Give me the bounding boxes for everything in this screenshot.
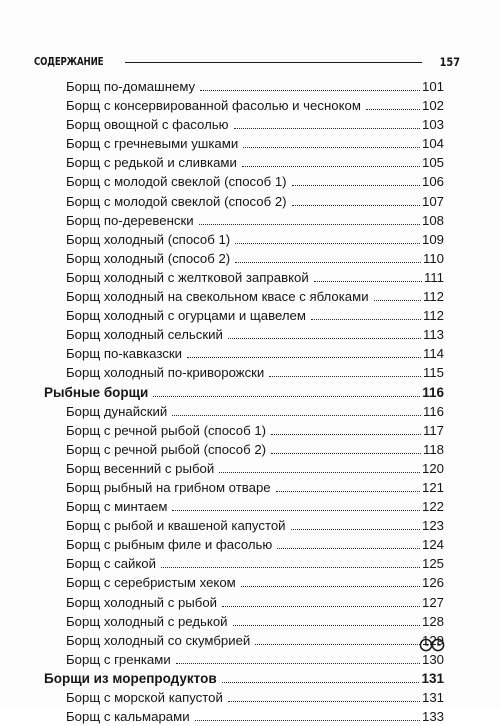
toc-entry-title: Борщи из морепродуктов [44,670,217,686]
toc-dot-leader [172,415,421,416]
toc-dot-leader [195,720,420,721]
toc-dot-leader [228,338,421,339]
toc-dot-leader [271,434,421,435]
header-page-number: 157 [439,55,460,69]
toc-entry-title: Борщ дунайский [66,403,168,419]
toc-entry-page: 130 [421,651,444,667]
toc-entry-title: Борщ с кальмарами [66,709,190,725]
toc-dot-leader [219,472,420,473]
toc-entry [44,478,444,497]
toc-entry-title: Борщ холодный со скумбрией [66,632,251,648]
toc-entry-title: Борщ холодный с огурцами и щавелем [66,308,306,324]
toc-entry-page: 110 [422,250,444,266]
toc-dot-leader [200,90,420,91]
toc-entry-page: 126 [421,575,444,591]
toc-entry-title: Борщ с гречневыми ушками [66,136,239,152]
toc-dot-leader [366,109,420,110]
toc-entry-title: Борщ с молодой свеклой (способ 2) [66,193,287,209]
toc-entry [44,192,444,211]
toc-dot-leader [153,396,420,397]
double-circle-clock-icon [419,637,445,653]
toc-entry-title: Борщ по-кавказски [66,346,182,362]
toc-entry-page: 101 [421,79,444,94]
toc-entry-title: Борщ с серебристым хеком [66,575,236,591]
toc-dot-leader [176,663,420,664]
toc-entry-title: Борщ с консервированной фасолью и чесноком [66,98,361,114]
toc-entry-title: Борщ с рыбным филе и фасолью [66,537,273,553]
toc-entry [44,535,444,554]
toc-entry [44,650,444,669]
toc-entry-page: 106 [421,174,444,190]
toc-entry-page: 108 [421,212,444,228]
toc-entry-title: Борщ холодный на свекольном квасе с яблоками [66,289,369,305]
toc-dot-leader [222,682,420,683]
table-of-contents [44,77,444,726]
toc-entry-title: Борщ холодный с желтковой заправкой [66,269,309,285]
toc-entry-title: Борщ с гренками [66,651,171,667]
toc-entry-page: 123 [421,518,444,534]
toc-entry [44,230,444,249]
toc-entry-title: Борщ рыбный на грибном отваре [66,479,271,495]
toc-dot-leader [199,224,420,225]
toc-dot-leader [292,205,420,206]
toc-entry [44,77,444,96]
toc-entry-page: 104 [421,136,444,152]
toc-entry-page: 121 [421,479,444,495]
toc-entry-title: Борщ по-деревенски [66,212,194,228]
toc-entry-page: 131 [421,690,444,705]
toc-entry [44,153,444,172]
toc-entry [44,344,444,363]
toc-entry-page: 105 [421,155,444,171]
toc-section-entry [44,383,444,402]
toc-entry [44,96,444,115]
running-header [34,54,460,70]
toc-entry [44,688,444,707]
toc-entry-title: Борщ с редькой и сливками [66,155,237,171]
toc-entry-title: Борщ с молодой свеклой (способ 1) [66,174,287,190]
toc-entry-title: Борщ с рыбой и квашеной капустой [66,518,286,534]
toc-entry-page: 103 [421,117,444,133]
toc-dot-leader [172,510,420,511]
header-rule [125,62,422,63]
toc-entry-title: Борщ весенний с рыбой [66,460,215,476]
toc-entry-title: Борщ холодный (способ 1) [66,231,231,247]
toc-entry-page: 125 [421,556,444,572]
toc-dot-leader [222,606,420,607]
toc-entry [44,593,444,612]
toc-entry-page: 112 [422,289,444,305]
toc-entry-page: 113 [422,327,444,343]
toc-entry-page: 133 [421,709,444,725]
toc-entry [44,402,444,421]
toc-dot-leader [234,128,420,129]
toc-entry-page: 107 [421,193,444,209]
toc-dot-leader [255,644,420,645]
toc-entry-page: 124 [421,537,444,553]
toc-entry-title: Борщ по-домашнему [66,79,196,94]
toc-entry-title: Борщ холодный с рыбой [66,594,218,610]
toc-entry-title: Рыбные борщи [44,384,149,400]
toc-entry-page: 118 [422,441,444,457]
toc-entry [44,134,444,153]
toc-dot-leader [271,453,421,454]
toc-dot-leader [311,319,421,320]
toc-entry [44,363,444,382]
toc-dot-leader [291,529,420,530]
toc-entry [44,554,444,573]
toc-dot-leader [277,548,420,549]
toc-entry-title: Борщ холодный сельский [66,327,223,343]
toc-entry-page: 109 [421,231,444,247]
toc-entry [44,115,444,134]
toc-entry-page: 111 [423,269,444,285]
toc-dot-leader [243,147,420,148]
toc-dot-leader [228,701,420,702]
toc-entry-title: Борщ с минтаем [66,499,168,515]
toc-entry-title: Борщ с сайкой [66,556,157,572]
toc-dot-leader [292,185,420,186]
toc-entry-page: 115 [422,365,444,381]
toc-entry-page: 102 [421,98,444,114]
toc-entry-page: 117 [422,422,444,438]
toc-dot-leader [187,357,421,358]
toc-entry [44,440,444,459]
toc-entry-title: Борщ холодный (способ 2) [66,250,231,266]
toc-entry-title: Борщ холодный с редькой [66,613,228,629]
toc-dot-leader [269,376,421,377]
toc-entry [44,325,444,344]
toc-entry [44,459,444,478]
header-title: СОДЕРЖАНИЕ [34,56,104,68]
toc-entry-page: 122 [421,499,444,515]
toc-entry [44,516,444,535]
toc-entry [44,268,444,287]
toc-dot-leader [161,567,420,568]
toc-dot-leader [374,300,421,301]
toc-entry [44,612,444,631]
toc-entry-page: 114 [422,346,444,362]
toc-entry-title: Борщ холодный по-криворожски [66,365,265,381]
toc-entry [44,573,444,592]
toc-entry-page: 131 [421,670,444,686]
toc-entry [44,306,444,325]
toc-entry [44,497,444,516]
toc-entry-title: Борщ с речной рыбой (способ 1) [66,422,267,438]
toc-entry-page: 127 [421,594,444,610]
toc-entry-page: 116 [422,403,444,419]
toc-dot-leader [235,243,420,244]
toc-entry [44,211,444,230]
toc-entry-title: Борщ с речной рыбой (способ 2) [66,441,267,457]
toc-section-entry [44,669,444,688]
toc-entry [44,421,444,440]
toc-entry-page: 116 [422,384,444,400]
toc-entry-page: 120 [421,460,444,476]
toc-dot-leader [314,281,422,282]
toc-entry [44,707,444,726]
toc-dot-leader [242,166,420,167]
toc-dot-leader [235,262,421,263]
toc-entry [44,631,444,650]
toc-dot-leader [241,586,420,587]
toc-entry-title: Борщ с морской капустой [66,690,223,705]
toc-entry-page: 112 [422,308,444,324]
toc-entry [44,249,444,268]
toc-entry-page: 128 [421,613,444,629]
toc-dot-leader [276,491,420,492]
toc-entry [44,172,444,191]
toc-entry [44,287,444,306]
toc-dot-leader [233,625,420,626]
toc-entry-title: Борщ овощной с фасолью [66,117,229,133]
toc-entry-page: 129 [421,632,444,648]
